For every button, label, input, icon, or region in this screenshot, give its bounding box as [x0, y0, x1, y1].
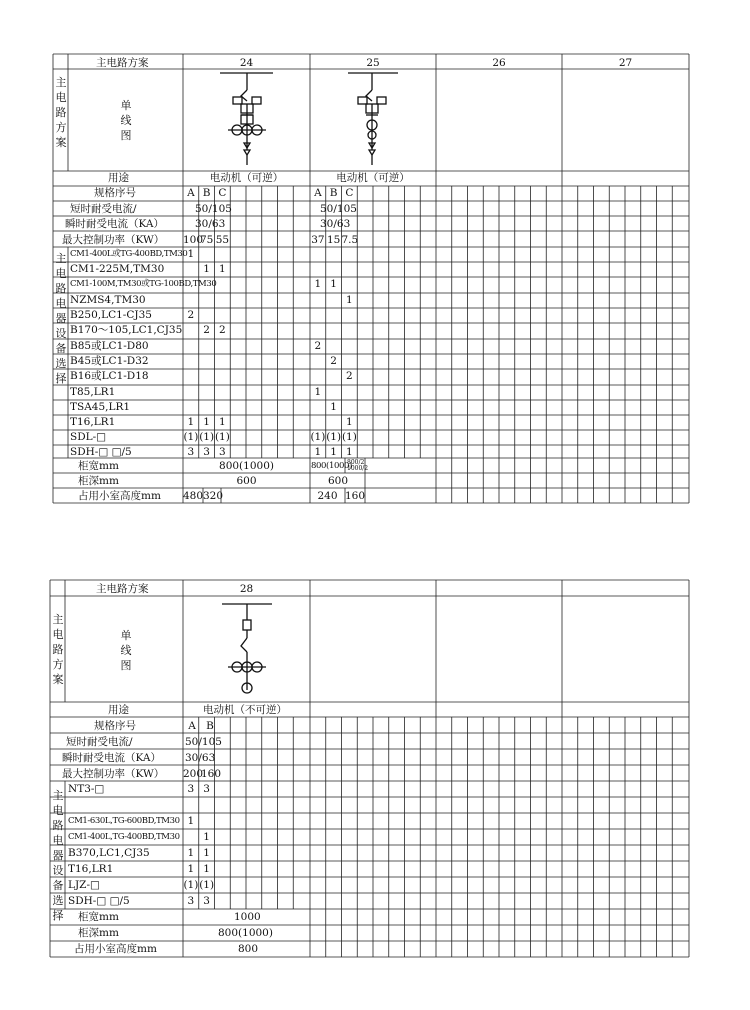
t2-depth-label: 柜深mm — [78, 927, 119, 939]
t1-device-name: TSA45,LR1 — [70, 401, 131, 413]
t1-device-value: 3 — [187, 446, 195, 458]
t2-spec-label: 规格序号 — [94, 720, 136, 732]
single-line-diagram-25 — [348, 73, 398, 165]
t2-single-line-label: 单线图 — [120, 629, 132, 672]
t1-device-name: B250,LC1-CJ35 — [70, 309, 152, 321]
t2-peak-28: 30/63 — [185, 752, 216, 764]
t2-power-label: 最大控制功率（KW） — [62, 768, 165, 780]
t1-device-value: 2 — [203, 324, 210, 336]
t2-device-name: CM1-630L,TG-600BD,TM30 — [68, 816, 180, 826]
t1-device-name: B16或LC1-D18 — [70, 370, 149, 382]
t1-device-value: 1 — [187, 416, 195, 428]
t1-width-25b-bottom: 1000/2 — [347, 465, 369, 472]
t1-peak-24: 30/63 — [195, 218, 226, 230]
t2-side-label-bottom: 主电路电器设备选择 — [52, 789, 64, 922]
t2-device-name: NT3-□ — [68, 783, 105, 795]
t1-power-25-1: 15 — [326, 234, 341, 246]
t1-height-24a: 480 — [183, 490, 204, 502]
t1-device-value: 2 — [187, 309, 195, 321]
single-line-diagram-28 — [222, 604, 272, 693]
t1-peak-25: 30/63 — [320, 218, 351, 230]
t1-device-value: 1 — [346, 294, 353, 306]
t1-height-25b: 160 — [345, 490, 366, 502]
t1-device-value: (1) — [183, 431, 199, 443]
t1-device-name: CM1-225M,TM30 — [70, 263, 165, 275]
t2-device-name: B370,LC1,CJ35 — [68, 847, 150, 859]
t1-width-24: 800(1000) — [219, 460, 274, 472]
t1-power-25-2: 7.5 — [341, 234, 359, 246]
t1-device-name: B45或LC1-D32 — [70, 355, 149, 367]
t1-spec-label: 规格序号 — [94, 187, 136, 199]
t2-spec-a: A — [188, 720, 196, 732]
t1-device-name: B170～105,LC1,CJ35 — [70, 324, 183, 336]
t2-scheme-28: 28 — [239, 583, 254, 595]
t1-side-label-top: 主电路方案 — [55, 76, 67, 149]
t2-withstand-label-1: 短时耐受电流/ — [66, 736, 133, 748]
t1-withstand-25: 50/105 — [320, 203, 357, 215]
t1-withstand-label-2: 瞬时耐受电流（KA） — [65, 218, 165, 230]
t1-spec-25-0: A — [314, 187, 322, 199]
t1-height-label: 占用小室高度mm — [78, 490, 161, 502]
t1-device-value: 1 — [314, 278, 322, 290]
t1-device-value: (1) — [214, 431, 230, 443]
t1-width-label: 柜宽mm — [78, 460, 119, 472]
t1-device-value: 1 — [314, 386, 322, 398]
t1-device-value: 1 — [330, 401, 337, 413]
t1-power-24-2: 55 — [215, 234, 230, 246]
t1-device-name: NZMS4,TM30 — [70, 294, 146, 306]
t2-device-value: 1 — [203, 847, 210, 859]
t2-device-value: 3 — [203, 783, 210, 795]
t1-device-value: 2 — [219, 324, 226, 336]
t1-device-value: 2 — [346, 370, 353, 382]
t1-device-value: (1) — [341, 431, 357, 443]
t1-device-name: CM1-100M,TM30或TG-100BD,TM30 — [70, 279, 217, 289]
t1-power-label: 最大控制功率（KW） — [62, 234, 165, 246]
t1-device-name: T85,LR1 — [70, 386, 116, 398]
t1-device-value: 1 — [203, 263, 210, 275]
t1-device-value: 1 — [203, 416, 210, 428]
t1-device-value: 2 — [314, 340, 322, 352]
t2-header-label: 主电路方案 — [96, 583, 149, 595]
t1-scheme-26: 26 — [492, 57, 506, 69]
t2-usage-label: 用途 — [108, 704, 129, 716]
t2-spec-b: B — [206, 720, 214, 732]
t1-device-value: (1) — [310, 431, 326, 443]
t1-device-name: SDL-□ — [70, 431, 107, 443]
t2-device-value: 1 — [187, 863, 195, 875]
t1-height-25a: 240 — [317, 490, 338, 502]
t2-usage-28: 电动机（不可逆） — [203, 704, 287, 716]
t1-height-24b: 320 — [203, 490, 224, 502]
t1-usage-24: 电动机（可逆） — [209, 172, 284, 184]
t1-withstand-24: 50/105 — [195, 203, 232, 215]
t1-depth-25: 600 — [327, 475, 349, 487]
t1-scheme-27: 27 — [618, 57, 633, 69]
t1-spec-24-0: A — [187, 187, 195, 199]
t1-width-25b-top: 800/2 — [347, 459, 365, 466]
t1-device-value: 1 — [314, 446, 322, 458]
t1-device-name: CM1-400L或TG-400BD,TM30 — [70, 249, 188, 259]
t2-device-value: 3 — [203, 895, 210, 907]
t1-depth-label: 柜深mm — [78, 475, 119, 487]
t2-device-value: 1 — [187, 815, 195, 827]
t1-withstand-label-1: 短时耐受电流/ — [70, 203, 137, 215]
t1-device-value: 1 — [346, 446, 353, 458]
t2-device-name: SDH-□ □/5 — [68, 895, 130, 907]
t1-single-line-label: 单线图 — [120, 99, 132, 142]
t1-device-value: 1 — [187, 248, 195, 260]
t1-device-value: (1) — [199, 431, 215, 443]
t1-device-name: SDH-□ □/5 — [70, 446, 132, 458]
t1-power-24-0: 100 — [183, 234, 204, 246]
t2-width-label: 柜宽mm — [78, 911, 119, 923]
t1-device-value: 1 — [330, 446, 337, 458]
t1-usage-25: 电动机（可逆） — [336, 172, 410, 184]
t1-device-name: B85或LC1-D80 — [70, 340, 149, 352]
t2-side-label-top: 主电路方案 — [52, 613, 64, 686]
t1-scheme-24: 24 — [239, 57, 254, 69]
t2-power-a: 200 — [183, 768, 204, 780]
t1-device-value: 3 — [203, 446, 210, 458]
t2-device-value: 1 — [187, 847, 195, 859]
t2-power-b: 160 — [201, 768, 222, 780]
t1-spec-25-1: B — [329, 187, 338, 199]
t1-depth-24: 600 — [236, 475, 257, 487]
t1-spec-24-2: C — [218, 187, 227, 199]
t2-width: 1000 — [234, 911, 261, 923]
t2-device-value: 1 — [203, 831, 210, 843]
t1-device-value: 1 — [330, 278, 337, 290]
t1-spec-25-2: C — [345, 187, 354, 199]
t1-spec-24-1: B — [202, 187, 211, 199]
t2-height-label: 占用小室高度mm — [74, 943, 157, 955]
t2-device-name: CM1-400L,TG-400BD,TM30 — [68, 832, 180, 842]
t2-device-value: 3 — [187, 895, 195, 907]
t2-device-name: LJZ-□ — [68, 879, 100, 891]
t1-width-25: 800(1000) — [311, 461, 352, 471]
single-line-diagram-24 — [220, 73, 273, 165]
t2-device-value: (1) — [199, 879, 215, 891]
t1-device-value: 1 — [219, 263, 226, 275]
t1-usage-label: 用途 — [108, 172, 129, 184]
t1-power-24-1: 75 — [199, 234, 214, 246]
t1-scheme-25: 25 — [366, 57, 380, 69]
t2-withstand-28: 50/105 — [185, 736, 222, 748]
t1-side-label-bottom: 主电路电器设备选择 — [55, 252, 67, 385]
t2-height: 800 — [238, 943, 259, 955]
t1-device-value: (1) — [326, 431, 342, 443]
t2-device-value: 1 — [203, 863, 210, 875]
t2-device-value: 3 — [187, 783, 195, 795]
t1-header-label: 主电路方案 — [96, 57, 149, 69]
t2-device-value: (1) — [183, 879, 199, 891]
t2-device-name: T16,LR1 — [68, 863, 114, 875]
t1-device-name: T16,LR1 — [70, 416, 116, 428]
t1-power-25-0: 37 — [311, 234, 325, 246]
t1-device-value: 1 — [219, 416, 226, 428]
t1-device-value: 2 — [330, 355, 337, 367]
t1-device-value: 3 — [219, 446, 226, 458]
t2-withstand-label-2: 瞬时耐受电流（KA） — [62, 752, 162, 764]
t1-device-value: 1 — [346, 416, 353, 428]
t2-depth: 800(1000) — [218, 927, 273, 939]
